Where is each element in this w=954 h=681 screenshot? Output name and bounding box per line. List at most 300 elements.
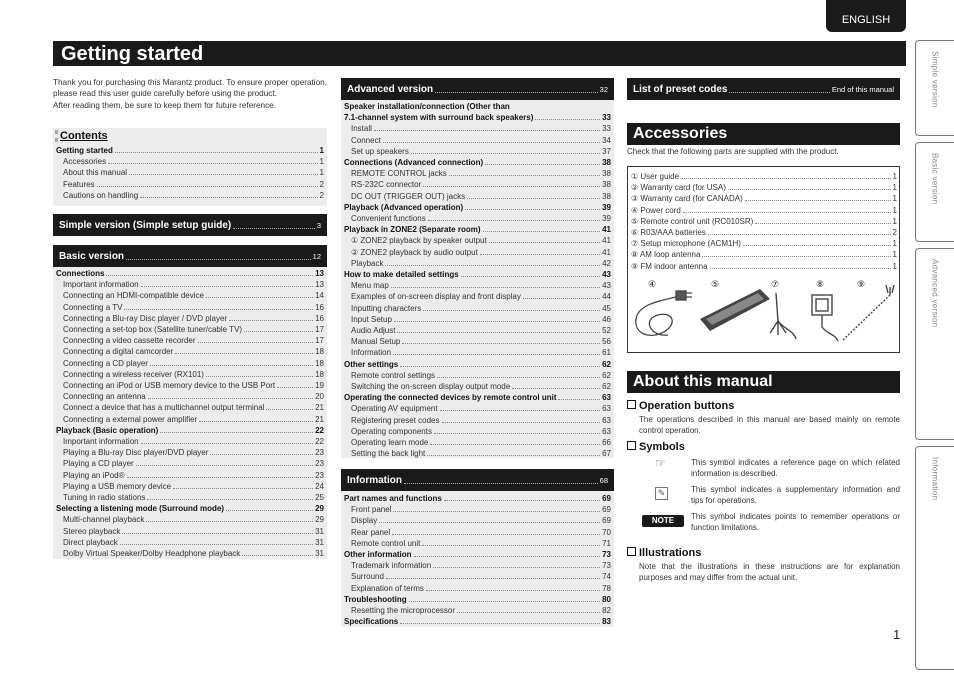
- entry-page: 2: [319, 179, 324, 189]
- entry-page: 18: [315, 358, 324, 368]
- entry-label: Connecting a external power amplifier: [63, 414, 198, 424]
- accessories-heading: Accessories: [627, 123, 900, 145]
- tab-advanced-version[interactable]: [915, 248, 954, 440]
- entry-page: 38: [602, 180, 611, 190]
- entry-label: Connecting a video cassette recorder: [63, 336, 196, 346]
- advanced-version-link[interactable]: [341, 78, 614, 100]
- list-item: [631, 171, 897, 182]
- entry-page: 69: [602, 516, 611, 526]
- entry-label: Convenient functions: [351, 214, 426, 224]
- section-label: Advanced version: [347, 83, 434, 95]
- contents-box: [53, 128, 327, 206]
- accessories-illustration: [628, 275, 899, 353]
- toc-entry[interactable]: [53, 380, 327, 391]
- dot-leader: [485, 164, 600, 165]
- simple-version-box: [53, 214, 327, 236]
- entry-label: ⑤ Remote control unit (RC010SR): [631, 216, 754, 226]
- toc-entry[interactable]: [341, 303, 614, 314]
- toc-entry[interactable]: [341, 213, 614, 224]
- basic-version-link[interactable]: [53, 245, 327, 267]
- entry-label: Operating the connected devices by remote control unit: [344, 393, 557, 403]
- entry-page: 52: [602, 326, 611, 336]
- entry-page: 2: [892, 228, 897, 238]
- entry-page: 80: [602, 594, 611, 604]
- toc-entry[interactable]: [341, 168, 614, 179]
- dot-leader: [141, 286, 314, 287]
- dot-leader: [199, 421, 313, 422]
- entry-label: ⑥ R03/AAA batteries: [631, 228, 706, 238]
- entry-label: Important information: [63, 280, 139, 290]
- dot-leader: [430, 444, 600, 445]
- entry-page: 13: [315, 280, 324, 290]
- dot-leader: [226, 510, 313, 511]
- toc-entry[interactable]: [53, 268, 327, 279]
- section-page: 68: [599, 475, 608, 485]
- toc-entry[interactable]: [341, 381, 614, 392]
- toc-entry[interactable]: [341, 583, 614, 594]
- toc-entry[interactable]: [53, 167, 327, 178]
- entry-label: Connecting a Blu-ray Disc player / DVD player: [63, 313, 228, 323]
- dot-leader: [383, 142, 600, 143]
- toc-entry[interactable]: [341, 515, 614, 526]
- operation-buttons-text: The operations described in this manual are based mainly on remote control operation.: [639, 415, 900, 435]
- toc-entry[interactable]: [341, 235, 614, 246]
- entry-page: 29: [315, 504, 324, 514]
- dot-leader: [392, 534, 600, 535]
- entry-label: Stereo playback: [63, 526, 121, 536]
- dot-leader: [428, 220, 600, 221]
- toc-entry[interactable]: [341, 347, 614, 358]
- entry-label: RS-232C connector: [351, 180, 422, 190]
- dot-leader: [379, 522, 600, 523]
- dot-leader: [266, 409, 313, 410]
- tab-label: Simple version: [930, 51, 940, 108]
- toc-entry[interactable]: [341, 605, 614, 616]
- entry-page: 43: [602, 281, 611, 291]
- entry-label: ④ Power cord: [631, 205, 681, 215]
- dot-leader: [400, 366, 600, 367]
- toc-entry[interactable]: [341, 135, 614, 146]
- toc-entry[interactable]: [341, 549, 614, 560]
- toc-entry[interactable]: [53, 537, 327, 548]
- figure-label: ⑤: [711, 279, 720, 289]
- entry-label: Part names and functions: [344, 494, 442, 503]
- toc-entry[interactable]: [341, 538, 614, 549]
- entry-page: 16: [315, 302, 324, 312]
- reference-pointer-icon: ☞: [655, 456, 666, 470]
- entry-page: 83: [602, 617, 611, 627]
- entry-page: 78: [602, 583, 611, 593]
- dot-leader: [461, 276, 600, 277]
- entry-label: Connecting a digital camcorder: [63, 347, 174, 357]
- toc-entry[interactable]: [341, 191, 614, 202]
- list-item: [631, 227, 897, 238]
- entry-page: 33: [602, 113, 611, 123]
- entry-page: 17: [315, 325, 324, 335]
- dot-leader: [702, 256, 890, 257]
- toc-entry[interactable]: [341, 269, 614, 280]
- intro-paragraph: After reading them, be sure to keep them for future reference.: [53, 100, 277, 110]
- entry-page: 74: [602, 572, 611, 582]
- dot-leader: [124, 309, 313, 310]
- entry-page: 23: [315, 470, 324, 480]
- entry-page: 66: [602, 438, 611, 448]
- entry-label: Selecting a listening mode (Surround mode): [56, 504, 225, 514]
- advanced-version-box: [341, 78, 614, 458]
- entry-label: Playing a USB memory device: [63, 481, 172, 491]
- toc-entry[interactable]: [341, 146, 614, 157]
- entry-label: Playback in ZONE2 (Separate room): [344, 225, 481, 235]
- entry-page: 31: [315, 526, 324, 536]
- list-item: [631, 238, 897, 249]
- toc-entry[interactable]: [53, 470, 327, 481]
- dot-leader: [136, 465, 313, 466]
- entry-label: Install: [351, 124, 372, 134]
- dot-leader: [122, 533, 313, 534]
- toc-entry[interactable]: [341, 594, 614, 605]
- section-page: 12: [312, 251, 321, 261]
- toc-entry[interactable]: [53, 414, 327, 425]
- entry-label: Manual Setup: [351, 337, 401, 347]
- toc-entry[interactable]: [53, 358, 327, 369]
- entry-page: 16: [315, 313, 324, 323]
- entry-label: Operating learn mode: [351, 438, 429, 448]
- symbols-heading: Symbols: [627, 441, 685, 453]
- dot-leader: [444, 500, 600, 501]
- entry-label: How to make detailed settings: [344, 270, 459, 280]
- toc-entry[interactable]: [53, 548, 327, 559]
- dot-leader: [394, 321, 600, 322]
- entry-page: 82: [602, 606, 611, 616]
- preset-codes-box: [627, 78, 900, 100]
- page-title: Getting started: [53, 41, 906, 66]
- dot-leader: [385, 265, 600, 266]
- toc-entry[interactable]: [53, 425, 327, 436]
- toc-entry[interactable]: [341, 247, 614, 258]
- entry-page: 24: [315, 481, 324, 491]
- entry-label: Connections (Advanced connection): [344, 158, 484, 168]
- figure-label: ⑨: [857, 279, 866, 289]
- toc-entry[interactable]: [53, 179, 327, 190]
- entry-label: Information: [351, 348, 392, 358]
- dot-leader: [523, 298, 600, 299]
- entry-page: 1: [892, 261, 897, 271]
- intro-paragraph: Thank you for purchasing this Marantz product. To ensure proper operation, please read this user guide carefully before using the product.: [53, 78, 327, 99]
- toc-entry[interactable]: [53, 514, 327, 525]
- entry-label: Playback: [351, 258, 384, 268]
- toc-entry[interactable]: [341, 560, 614, 571]
- entry-label: Troubleshooting: [344, 594, 407, 604]
- entry-label: Examples of on-screen display and front display: [351, 292, 521, 302]
- entry-page: 34: [602, 135, 611, 145]
- power-cord-icon: [636, 291, 692, 335]
- toc-entry[interactable]: [53, 447, 327, 458]
- dot-leader: [423, 310, 600, 311]
- entry-label: 7.1-channel system with surround back speakers): [344, 113, 534, 123]
- entry-label: Connecting an iPod or USB memory device to the USB Port: [63, 381, 276, 391]
- entry-label: Cautions on handling: [63, 190, 139, 200]
- dot-leader: [393, 511, 600, 512]
- entry-page: 22: [315, 437, 324, 447]
- entry-label: Registering preset codes: [351, 415, 440, 425]
- toc-entry[interactable]: [53, 402, 327, 413]
- dot-leader: [467, 198, 600, 199]
- toc-entry[interactable]: [341, 224, 614, 235]
- fm-indoor-antenna-icon: [842, 285, 894, 341]
- tab-basic-version[interactable]: [915, 142, 954, 242]
- toc-entry[interactable]: [341, 202, 614, 213]
- entry-page: 31: [315, 537, 324, 547]
- entry-page: 46: [602, 314, 611, 324]
- tab-label: Advanced version: [930, 259, 940, 328]
- entry-page: 1: [892, 205, 897, 215]
- entry-label: REMOTE CONTROL jacks: [351, 169, 447, 179]
- toc-entry[interactable]: [341, 258, 614, 269]
- dot-leader: [743, 245, 891, 246]
- accessories-box: [627, 166, 900, 353]
- entry-label: ② Warranty card (for USA): [631, 183, 726, 193]
- entry-page: 1: [892, 183, 897, 193]
- tab-simple-version[interactable]: [915, 40, 954, 136]
- toc-entry[interactable]: [341, 314, 614, 325]
- toc-entry[interactable]: [341, 179, 614, 190]
- toc-entry[interactable]: [341, 112, 614, 123]
- dot-leader: [683, 212, 891, 213]
- entry-page: 69: [602, 505, 611, 515]
- dot-leader: [140, 197, 317, 198]
- toc-entry[interactable]: [53, 279, 327, 290]
- toc-entry[interactable]: [53, 302, 327, 313]
- toc-entry[interactable]: [341, 280, 614, 291]
- toc-entry[interactable]: [341, 157, 614, 168]
- note-badge: NOTE: [642, 515, 684, 527]
- entry-label: ⑨ FM indoor antenna: [631, 261, 708, 271]
- entry-page: 13: [315, 269, 324, 278]
- entry-label: Multi-channel playback: [63, 515, 145, 525]
- dot-leader: [173, 488, 313, 489]
- entry-page: 20: [315, 392, 324, 402]
- entry-label: Getting started: [56, 146, 113, 155]
- figure-label: ④: [648, 279, 657, 289]
- toc-entry[interactable]: [341, 336, 614, 347]
- entry-page: 39: [602, 202, 611, 212]
- intro-text: [53, 77, 327, 111]
- entry-label: Playing a Blu-ray Disc player/DVD player: [63, 448, 209, 458]
- toc-entry[interactable]: [341, 504, 614, 515]
- entry-page: 22: [315, 425, 324, 435]
- toc-entry[interactable]: [341, 437, 614, 448]
- section-label: Information: [347, 474, 402, 486]
- toc-entry[interactable]: [53, 324, 327, 335]
- simple-version-link[interactable]: [53, 214, 327, 236]
- entry-page: 38: [602, 191, 611, 201]
- entry-page: 42: [602, 258, 611, 268]
- toc-entry[interactable]: [341, 493, 614, 504]
- entry-page: 67: [602, 449, 611, 459]
- toc-entry[interactable]: [53, 346, 327, 357]
- entry-label: Features: [63, 179, 95, 189]
- dot-leader: [108, 163, 317, 164]
- entry-label: ③ Warranty card (for CANADA): [631, 194, 743, 204]
- toc-entry[interactable]: [53, 369, 327, 380]
- remote-control-icon: [700, 289, 770, 331]
- toc-entry[interactable]: [53, 335, 327, 346]
- dot-leader: [206, 376, 313, 377]
- entry-page: 41: [602, 225, 611, 235]
- toc-entry[interactable]: [53, 190, 327, 201]
- toc-entry[interactable]: [53, 290, 327, 301]
- entry-label: Display: [351, 516, 378, 526]
- entry-page: 73: [602, 550, 611, 560]
- dot-leader: [681, 178, 890, 179]
- entry-page: 39: [602, 214, 611, 224]
- list-item: [631, 249, 897, 260]
- dot-leader: [397, 332, 600, 333]
- information-list: [341, 491, 614, 627]
- entry-page: 38: [602, 169, 611, 179]
- entry-page: 23: [315, 459, 324, 469]
- entry-page: 63: [602, 393, 611, 403]
- dot-leader: [427, 455, 600, 456]
- entry-label: Remote control settings: [351, 370, 436, 380]
- toc-entry[interactable]: [53, 458, 327, 469]
- toc-entry[interactable]: [341, 616, 614, 627]
- toc-entry[interactable]: [341, 571, 614, 582]
- toc-entry[interactable]: [53, 436, 327, 447]
- entry-page: 1: [892, 172, 897, 181]
- section-page: 3: [316, 220, 321, 230]
- toc-entry[interactable]: [341, 403, 614, 414]
- entry-label: Connecting a wireless receiver (RX101): [63, 369, 204, 379]
- entry-label: Specifications: [344, 617, 399, 627]
- dot-leader: [411, 153, 600, 154]
- entry-label: Menu map: [351, 281, 389, 291]
- entry-label: Connecting an HDMI-compatible device: [63, 291, 204, 301]
- entry-label: Playing an iPod®: [63, 470, 125, 480]
- section-label: Basic version: [59, 250, 125, 262]
- toc-entry[interactable]: [53, 156, 327, 167]
- accessories-list: [628, 167, 899, 272]
- entry-label: Input Setup: [351, 314, 392, 324]
- entry-page: 19: [315, 381, 324, 391]
- illustrations-text: Note that the illustrations in these instructions are for explanation purposes and may differ from the actual unit.: [639, 562, 900, 582]
- toc-entry[interactable]: [341, 101, 614, 112]
- accessories-drawing: [628, 275, 899, 353]
- information-box: [341, 469, 614, 627]
- symbol-tips-text: This symbol indicates a supplementary information and tips for operations.: [691, 485, 900, 505]
- entry-page: 1: [319, 168, 324, 178]
- dot-leader: [391, 287, 600, 288]
- basic-version-list: [53, 267, 327, 559]
- toc-entry[interactable]: [341, 426, 614, 437]
- entry-page: 17: [315, 336, 324, 346]
- entry-label: Trademark information: [351, 561, 432, 571]
- information-link[interactable]: [341, 469, 614, 491]
- entry-page: 44: [602, 292, 611, 302]
- toc-entry[interactable]: [53, 492, 327, 503]
- toc-entry[interactable]: [53, 526, 327, 537]
- setup-microphone-icon: [770, 293, 796, 339]
- entry-page: 1: [319, 146, 324, 155]
- toc-entry[interactable]: [341, 325, 614, 336]
- toc-entry[interactable]: [341, 359, 614, 370]
- tips-pencil-icon: ✎: [655, 487, 668, 500]
- toc-entry[interactable]: [53, 145, 327, 156]
- operation-buttons-heading: Operation buttons: [627, 400, 734, 412]
- dot-leader: [449, 175, 600, 176]
- entry-page: 63: [602, 404, 611, 414]
- entry-label: Connecting a TV: [63, 302, 123, 312]
- entry-page: 21: [315, 403, 324, 413]
- dot-leader: [210, 454, 313, 455]
- section-page: End of this manual: [831, 84, 894, 94]
- entry-page: 2: [319, 190, 324, 200]
- toc-entry[interactable]: [341, 123, 614, 134]
- toc-entry[interactable]: [341, 415, 614, 426]
- entry-page: 73: [602, 561, 611, 571]
- entry-label: Dolby Virtual Speaker/Dolby Headphone playback: [63, 549, 241, 559]
- dot-leader: [106, 275, 313, 276]
- list-item: [631, 261, 897, 272]
- entry-label: Setting the back light: [351, 449, 426, 459]
- am-loop-antenna-icon: [812, 295, 838, 341]
- entry-label: Playback (Basic operation): [56, 425, 159, 435]
- entry-label: Connections: [56, 269, 105, 278]
- entry-page: 18: [315, 369, 324, 379]
- entry-page: 1: [892, 216, 897, 226]
- entry-page: 38: [602, 158, 611, 168]
- entry-page: 14: [315, 291, 324, 301]
- dot-leader: [146, 521, 313, 522]
- dot-leader: [409, 601, 600, 602]
- dot-leader: [480, 254, 600, 255]
- tab-label: Basic version: [930, 153, 940, 205]
- contents-list: [53, 145, 327, 201]
- dot-leader: [400, 623, 600, 624]
- entry-page: 37: [602, 146, 611, 156]
- dot-leader: [206, 297, 313, 298]
- toc-entry[interactable]: [341, 370, 614, 381]
- dot-leader: [437, 377, 600, 378]
- illustrations-heading: Illustrations: [627, 547, 701, 559]
- toc-entry[interactable]: [53, 313, 327, 324]
- dot-leader: [374, 130, 600, 131]
- entry-label: Playing a CD player: [63, 459, 134, 469]
- preset-codes-link[interactable]: [627, 78, 900, 100]
- entry-label: Important information: [63, 437, 139, 447]
- toc-entry[interactable]: [53, 481, 327, 492]
- entry-label: Rear panel: [351, 527, 391, 537]
- toc-entry[interactable]: [53, 503, 327, 514]
- entry-label: Tuning in radio stations: [63, 493, 146, 503]
- language-tab[interactable]: ENGLISH: [826, 0, 906, 32]
- entry-page: 43: [602, 270, 611, 280]
- entry-page: 1: [892, 239, 897, 249]
- toc-entry[interactable]: [341, 392, 614, 403]
- toc-entry[interactable]: [53, 391, 327, 402]
- symbol-note-text: This symbol indicates points to remember operations or function limitations.: [691, 512, 900, 532]
- dot-leader: [244, 331, 313, 332]
- toc-entry[interactable]: [341, 291, 614, 302]
- dot-leader: [483, 231, 601, 232]
- dot-leader: [175, 353, 313, 354]
- dot-leader: [148, 398, 313, 399]
- entry-label: Audio Adjust: [351, 326, 396, 336]
- tab-information[interactable]: [915, 446, 954, 670]
- toc-entry[interactable]: [341, 527, 614, 538]
- toc-entry[interactable]: [341, 448, 614, 459]
- entry-page: 71: [602, 538, 611, 548]
